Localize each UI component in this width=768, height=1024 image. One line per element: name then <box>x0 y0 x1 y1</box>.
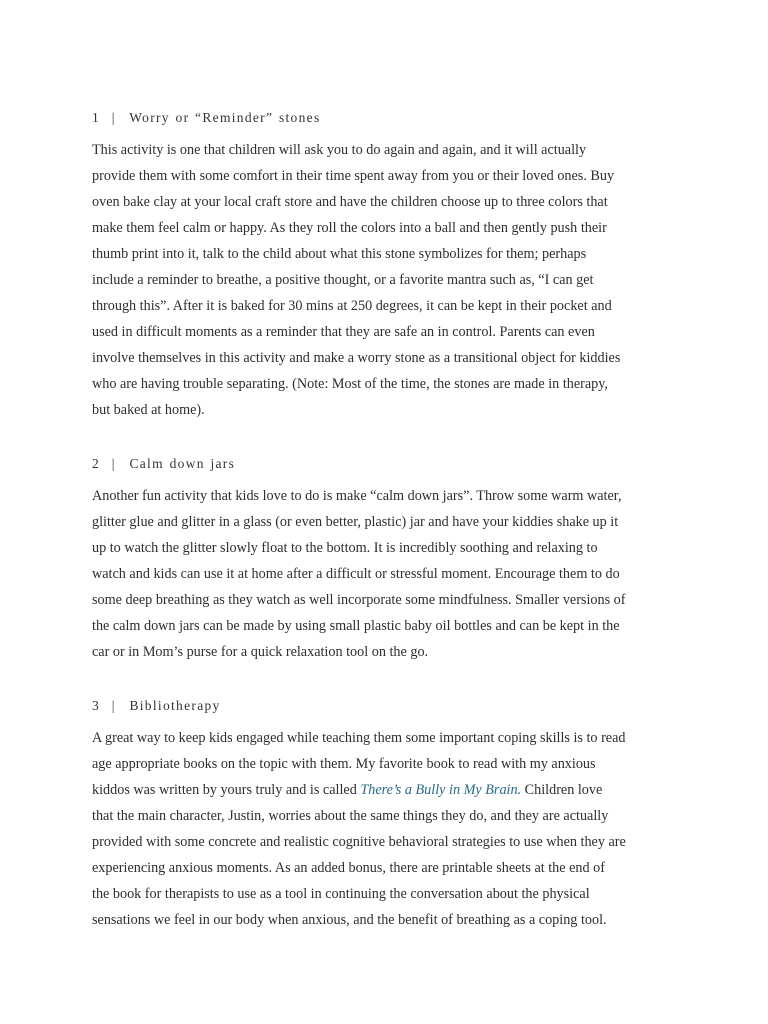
text-line: who are having trouble separating. (Note: Most of the time, the stones are made in therapy, <box>92 376 608 392</box>
text-line: the calm down jars can be made by using small plastic baby oil bottles and can be kept in the <box>92 618 620 634</box>
section-number: 3 <box>92 698 101 713</box>
text-line: provide them with some comfort in their time spent away from you or their loved ones. Buy <box>92 168 615 184</box>
text-line: age appropriate books on the topic with them. My favorite book to read with my anxious <box>92 756 596 772</box>
section-paragraph <box>92 137 682 423</box>
section-calm-down-jars <box>92 456 682 665</box>
text-line: but baked at home). <box>92 402 205 418</box>
text-line: include a reminder to breathe, a positive thought, or a favorite mantra such as, “I can get <box>92 272 594 288</box>
section-title: Calm down jars <box>129 456 236 471</box>
section-separator: | <box>111 110 116 125</box>
text-line: through this”. After it is baked for 30 mins at 250 degrees, it can be kept in their pocket and <box>92 298 612 314</box>
text-line: make them feel calm or happy. As they roll the colors into a ball and then gently push their <box>92 220 607 236</box>
section-heading <box>92 456 682 472</box>
section-heading <box>92 110 682 126</box>
text-line: A great way to keep kids engaged while teaching them some important coping skills is to read <box>92 730 626 746</box>
text-line: watch and kids can use it at home after a difficult or stressful moment. Encourage them to do <box>92 566 620 582</box>
section-number: 2 <box>92 456 101 471</box>
text-line: glitter glue and glitter in a glass (or even better, plastic) jar and have your kiddies shake up it <box>92 514 619 530</box>
text-line: used in difficult moments as a reminder that they are safe an in control. Parents can even <box>92 324 595 340</box>
book-title-link[interactable]: There’s a Bully in My Brain. <box>360 782 522 798</box>
text-line: oven bake clay at your local craft store and have the children choose up to three colors that <box>92 194 608 210</box>
text-line: the book for therapists to use as a tool in continuing the conversation about the physical <box>92 886 590 902</box>
section-worry-stones <box>92 110 682 423</box>
text-line: experiencing anxious moments. As an added bonus, there are printable sheets at the end of <box>92 860 605 876</box>
text-line: provided with some concrete and realistic cognitive behavioral strategies to use when they are <box>92 834 626 850</box>
section-number: 1 <box>92 110 101 125</box>
text-line: sensations we feel in our body when anxious, and the benefit of breathing as a coping tool. <box>92 912 607 928</box>
section-title: Bibliotherapy <box>129 698 221 713</box>
text-line: some deep breathing as they watch as well incorporate some mindfulness. Smaller versions of <box>92 592 626 608</box>
text-line: Another fun activity that kids love to do is make “calm down jars”. Throw some warm water, <box>92 488 622 504</box>
section-paragraph <box>92 483 682 665</box>
text-line: thumb print into it, talk to the child about what this stone symbolizes for them; perhaps <box>92 246 587 262</box>
text-line-with-link <box>92 777 682 803</box>
text-fragment: Children love <box>521 782 603 798</box>
section-title: Worry or “Reminder” stones <box>129 110 321 125</box>
text-fragment: kiddos was written by yours truly and is called <box>92 782 361 798</box>
section-bibliotherapy <box>92 698 682 933</box>
section-paragraph <box>92 725 682 933</box>
text-line: car or in Mom’s purse for a quick relaxation tool on the go. <box>92 644 429 660</box>
section-separator: | <box>111 456 116 471</box>
section-separator: | <box>111 698 116 713</box>
text-line: up to watch the glitter slowly float to the bottom. It is incredibly soothing and relaxing to <box>92 540 598 556</box>
text-line: involve themselves in this activity and make a worry stone as a transitional object for kiddies <box>92 350 621 366</box>
text-line: that the main character, Justin, worries about the same things they do, and they are actually <box>92 808 609 824</box>
section-heading <box>92 698 682 714</box>
text-line: This activity is one that children will ask you to do again and again, and it will actually <box>92 142 587 158</box>
